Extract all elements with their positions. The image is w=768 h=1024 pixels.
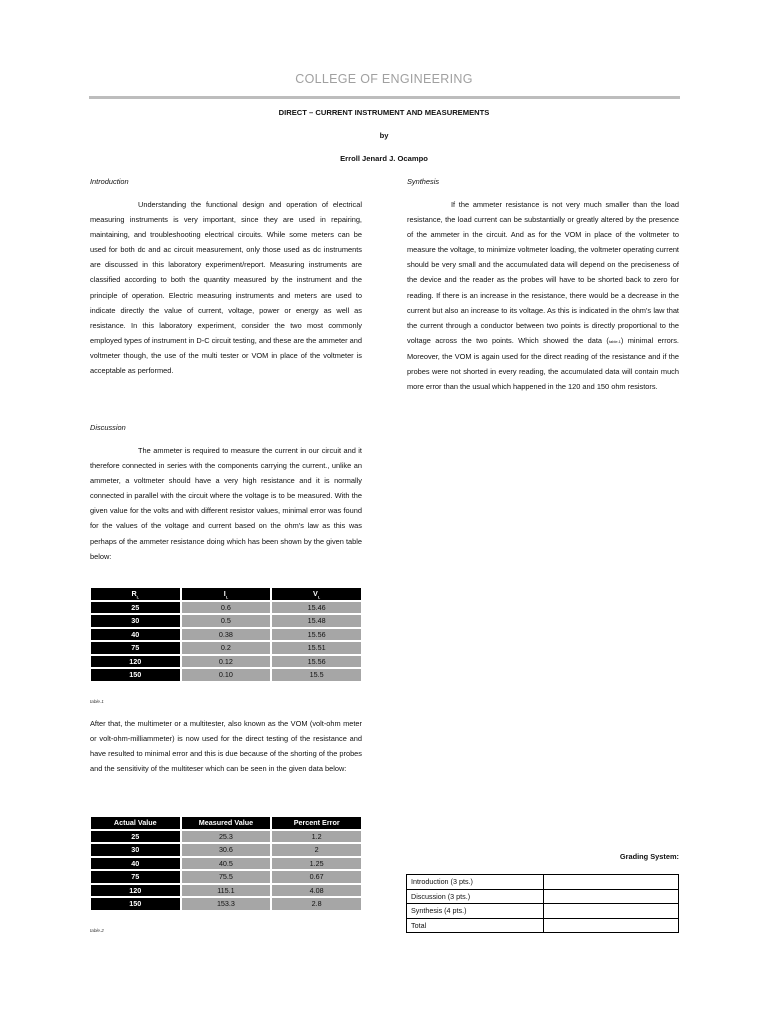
table-1-caption: table.1 [90, 699, 104, 704]
table-cell: 30 [91, 615, 180, 627]
table-2-header-row [91, 817, 361, 829]
table-row [91, 629, 361, 641]
table-cell: 2.8 [272, 898, 361, 910]
table-1-header-row [91, 588, 361, 600]
table-cell: 75.5 [182, 871, 271, 883]
table-1-header-i: $I_L$ [182, 588, 271, 600]
paper-by: by [379, 131, 389, 140]
table-row [91, 898, 361, 910]
grading-score-cell [544, 889, 679, 904]
table-cell: 1.25 [272, 858, 361, 870]
synthesis-table-ref: table.1 [608, 338, 621, 344]
grading-table [406, 874, 679, 933]
table-cell: 30.6 [182, 844, 271, 856]
table-cell: 15.51 [272, 642, 361, 654]
table-cell: 75 [91, 871, 180, 883]
table-cell: 115.1 [182, 885, 271, 897]
table-row [91, 602, 361, 614]
table-cell: 0.5 [182, 615, 271, 627]
grading-system-title: Grading System: [619, 852, 679, 861]
table-cell: 40.5 [182, 858, 271, 870]
table-cell: 0.10 [182, 669, 271, 681]
table-row [91, 615, 361, 627]
table-cell: 15.56 [272, 629, 361, 641]
header-divider [89, 96, 680, 99]
table-cell: 120 [91, 656, 180, 668]
table-cell: 15.5 [272, 669, 361, 681]
paper-title: DIRECT – CURRENT INSTRUMENT AND MEASUREMENTS [278, 108, 490, 117]
discussion-heading: Discussion [90, 423, 126, 432]
grading-row [407, 918, 679, 933]
table-row [91, 642, 361, 654]
grading-label: Total [407, 918, 544, 933]
grading-score-cell [544, 918, 679, 933]
table-cell: 25 [91, 602, 180, 614]
table-2-header-measured: Measured Value [182, 817, 271, 829]
discussion-text-1: The ammeter is required to measure the current in our circuit and it therefore connected in series with the components carrying the current., unlike an ammeter, a voltmeter should have a very high resistance and it is normally connected in parallel with the circuit where the voltage is to be measured. With the given value for the volts and with different resistor values, minimal error was found for the values of the voltage and current based on the ohm's law as this was perhaps of the ammeter resistance doing which has been shown by the given table below: [90, 446, 362, 561]
table-2 [89, 815, 363, 912]
table-2-caption: table.2 [90, 928, 104, 933]
synthesis-text: If the ammeter resistance is not very much smaller than the load resistance, the load current can be substantially or greatly altered by the presence of the ammeter in the circuit. And as for the VOM in place of the voltmeter to measure the voltage, to minimize voltmeter loading, the voltmeter operating current should be very small and the accumulated data will depend on the preciseness of the device and the reader as the probes will have to be shorted back to zero for reading. If there is an increase in the resistance, there would be a decrease in the current but also an increase to its voltage. As this is indicated in the ohm's law that the current through a conductor between two points is directly proportional to the voltage across the two points. Which showed the data (table.1) minimal errors. Moreover, the VOM is again used for the direct reading of the resistance and if the probes were not shorted in every reading, the accumulated data will contain much more error than the usual which happened in the 120 and 150 ohm resistors. [407, 200, 679, 392]
table-cell: 4.08 [272, 885, 361, 897]
table-row [91, 669, 361, 681]
table-cell: 40 [91, 629, 180, 641]
table-cell: 15.48 [272, 615, 361, 627]
grading-row [407, 875, 679, 890]
table-cell: 120 [91, 885, 180, 897]
table-cell: 0.2 [182, 642, 271, 654]
grading-score-cell [544, 875, 679, 890]
table-1 [89, 586, 363, 683]
table-cell: 150 [91, 669, 180, 681]
table-row [91, 831, 361, 843]
grading-score-cell [544, 904, 679, 919]
table-cell: 15.46 [272, 602, 361, 614]
table-cell: 30 [91, 844, 180, 856]
introduction-heading: Introduction [90, 177, 129, 186]
grading-row [407, 904, 679, 919]
table-cell: 15.56 [272, 656, 361, 668]
table-cell: 0.38 [182, 629, 271, 641]
table-cell: 75 [91, 642, 180, 654]
table-cell: 40 [91, 858, 180, 870]
grading-label: Synthesis (4 pts.) [407, 904, 544, 919]
table-cell: 150 [91, 898, 180, 910]
grading-label: Introduction (3 pts.) [407, 875, 544, 890]
table-cell: 0.12 [182, 656, 271, 668]
table-cell: 0.6 [182, 602, 271, 614]
table-cell: 25.3 [182, 831, 271, 843]
table-row [91, 844, 361, 856]
paper-author: Erroll Jenard J. Ocampo [340, 154, 428, 163]
grading-label: Discussion (3 pts.) [407, 889, 544, 904]
table-row [91, 871, 361, 883]
table-cell: 2 [272, 844, 361, 856]
table-row [91, 858, 361, 870]
table-cell: 25 [91, 831, 180, 843]
table-cell: 1.2 [272, 831, 361, 843]
table-1-header-v: $V_L$ [272, 588, 361, 600]
table-2-header-percent-error: Percent Error [272, 817, 361, 829]
college-header: COLLEGE OF ENGINEERING [295, 72, 473, 86]
table-cell: 153.3 [182, 898, 271, 910]
table-1-header-r: $R_L$ [91, 588, 180, 600]
introduction-text: Understanding the functional design and operation of electrical measuring instruments is very important, since they are used in repairing, maintaining, and troubleshooting electrical circuits. While some meters can be used for both dc and ac circuit measurement, only those used as dc instruments are discussed in this laboratory experiment/report. Measuring instruments are classified according to both the quantity measured by the instrument and the principle of operation. Electric measuring instruments and meters are used to indicate directly the value of current, voltage, power or energy as well as resistance. In this laboratory experiment, consider the two most commonly employed types of instrument in D-C circuit testing, and these are the ammeter and voltmeter though, the use of the multi tester or VOM in place of the voltmeter is acceptable as performed. [90, 200, 362, 376]
table-2-header-actual: Actual Value [91, 817, 180, 829]
table-row [91, 656, 361, 668]
discussion-text-2: After that, the multimeter or a multitester, also known as the VOM (volt-ohm meter or volt-ohm-milliammeter) is now used for the direct testing of the resistance and have resulted to minimal error and this is due because of the shorting of the probes and the sensitivity of the multiteser which can be seen in the given data below: [90, 719, 362, 774]
table-row [91, 885, 361, 897]
grading-row [407, 889, 679, 904]
synthesis-heading: Synthesis [407, 177, 440, 186]
table-cell: 0.67 [272, 871, 361, 883]
